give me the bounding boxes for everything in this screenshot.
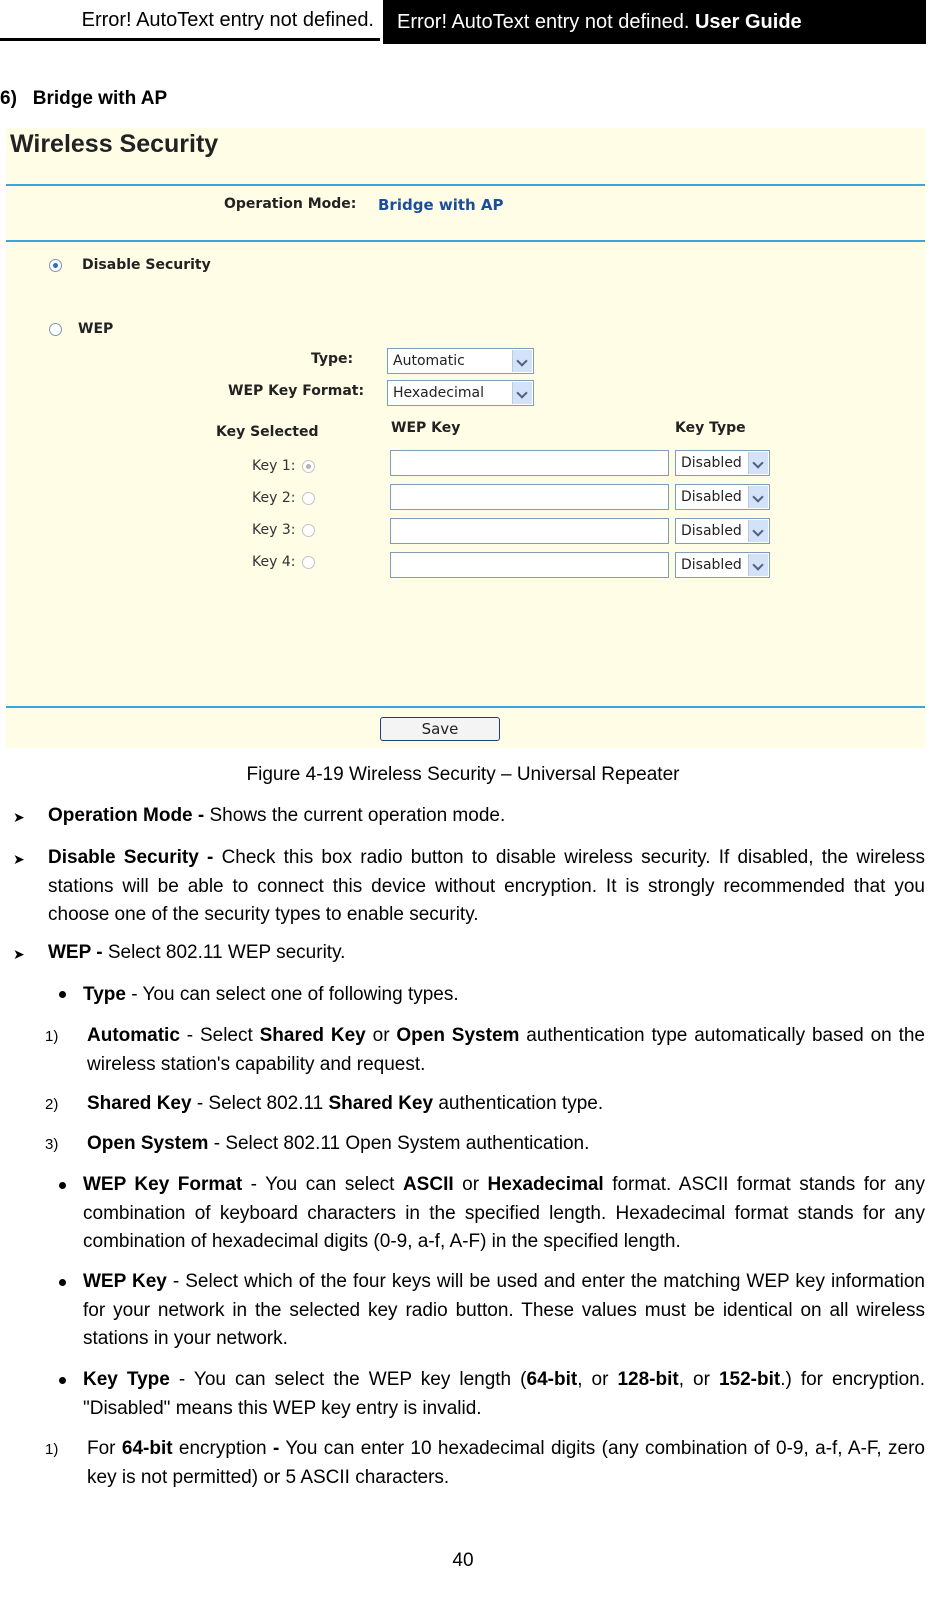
key-1-type-select[interactable] <box>675 450 770 476</box>
key-4-input[interactable] <box>390 552 669 578</box>
wep-key-format-label: WEP Key Format: <box>228 383 365 399</box>
wep-item: WEP - Select 802.11 WEP security. <box>48 942 346 963</box>
bullet-dot <box>59 991 66 998</box>
key-2-type-select[interactable] <box>675 484 770 510</box>
arrow-bullet-icon: ➤ <box>13 851 25 867</box>
wep-key-format-item: WEP Key Format - You can select ASCII or Hexadecimal format. ASCII format stands for any combination of keyboard characters in the specified length. Hexadecimal format stands for any combination of hexadecimal digits (0-9, a-f, A-F) in the specified length. <box>83 1174 925 1252</box>
key-1-label: Key 1: <box>252 458 296 474</box>
list-number: 2) <box>45 1096 59 1113</box>
divider-mid <box>6 240 925 242</box>
open-system-item: Open System - Select 802.11 Open System authentication. <box>87 1133 590 1154</box>
panel-title: Wireless Security <box>10 130 219 158</box>
figure-caption: Figure 4-19 Wireless Security – Universal Repeater <box>246 764 680 785</box>
key-3-input[interactable] <box>390 518 669 544</box>
operation-mode-value: Bridge with AP <box>378 196 504 214</box>
key-4-label: Key 4: <box>252 554 296 570</box>
key-format-select[interactable] <box>387 380 534 406</box>
chevron-down-icon <box>748 554 768 576</box>
key-3-type-select[interactable] <box>675 518 770 544</box>
key-type-item: Key Type - You can select the WEP key length (64-bit, or 128-bit, or 152-bit.) for encryption. "Disabled" means this WEP key entry is invalid. <box>83 1369 925 1419</box>
key-3-type-value: Disabled <box>681 523 742 539</box>
64-bit-item: For 64-bit encryption - You can enter 10 hexadecimal digits (any combination of 0-9, a-f, A-F, zero key is not permitted) or 5 ASCII characters. <box>87 1438 925 1488</box>
disable-security-radio[interactable] <box>49 259 62 272</box>
bullet-dot <box>59 1377 66 1384</box>
divider-top <box>6 184 925 186</box>
arrow-bullet-icon: ➤ <box>13 809 25 825</box>
section-title: 6) Bridge with AP <box>0 88 168 109</box>
key-4-radio[interactable] <box>302 556 315 569</box>
bullet-dot <box>59 1279 66 1286</box>
key-2-input[interactable] <box>390 484 669 510</box>
list-number: 1) <box>45 1028 59 1045</box>
page-number: 40 <box>452 1550 474 1571</box>
chevron-down-icon <box>748 520 768 542</box>
header-left-text: Error! AutoText entry not defined. <box>0 0 380 41</box>
key-2-label: Key 2: <box>252 490 296 506</box>
chevron-down-icon <box>748 452 768 474</box>
key-4-type-value: Disabled <box>681 557 742 573</box>
automatic-item: Automatic - Select Shared Key or Open System authentication type automatically based on the wireless station's capability and request. <box>87 1025 925 1075</box>
type-select[interactable] <box>387 348 534 374</box>
key-2-radio[interactable] <box>302 492 315 505</box>
key-2-type-value: Disabled <box>681 489 742 505</box>
key-4-type-select[interactable] <box>675 552 770 578</box>
wep-label: WEP <box>78 321 114 337</box>
bullet-dot <box>59 1182 66 1189</box>
save-button[interactable]: Save <box>380 717 500 741</box>
key-selected-header: Key Selected <box>216 424 319 440</box>
key-format-select-value: Hexadecimal <box>393 385 484 401</box>
chevron-down-icon <box>512 350 532 372</box>
key-1-radio[interactable] <box>302 460 315 473</box>
list-number: 1) <box>45 1441 59 1458</box>
operation-mode-item: Operation Mode - Shows the current operation mode. <box>48 805 506 826</box>
arrow-bullet-icon: ➤ <box>13 946 25 962</box>
header-user-guide: User Guide <box>694 11 802 33</box>
type-select-value: Automatic <box>393 353 465 369</box>
shared-key-item: Shared Key - Select 802.11 Shared Key authentication type. <box>87 1093 604 1114</box>
key-type-header: Key Type <box>675 420 746 436</box>
key-1-input[interactable] <box>390 450 669 476</box>
key-1-type-value: Disabled <box>681 455 742 471</box>
operation-mode-label: Operation Mode: <box>224 196 357 212</box>
type-item: Type - You can select one of following types. <box>83 984 459 1005</box>
list-number: 3) <box>45 1136 59 1153</box>
chevron-down-icon <box>512 382 532 404</box>
header-right-block <box>383 0 926 44</box>
type-label: Type: <box>311 351 354 367</box>
wep-key-item: WEP Key - Select which of the four keys will be used and enter the matching WEP key information for your network in the selected key radio button. These values must be identical on all wireless stations in your network. <box>83 1271 925 1349</box>
disable-security-label: Disable Security <box>82 257 211 273</box>
divider-bottom <box>6 706 925 708</box>
key-3-label: Key 3: <box>252 522 296 538</box>
wep-key-header: WEP Key <box>391 420 461 436</box>
disable-security-item: Disable Security - Check this box radio button to disable wireless security. If disabled, the wireless stations will be able to connect this device without encryption. It is strongly recommended that you choose one of the security types to enable security. <box>48 847 925 925</box>
key-3-radio[interactable] <box>302 524 315 537</box>
wep-radio[interactable] <box>49 323 62 336</box>
wireless-security-panel <box>6 128 925 748</box>
chevron-down-icon <box>748 486 768 508</box>
running-header <box>0 0 926 44</box>
header-right-text: Error! AutoText entry not defined. <box>397 11 690 33</box>
